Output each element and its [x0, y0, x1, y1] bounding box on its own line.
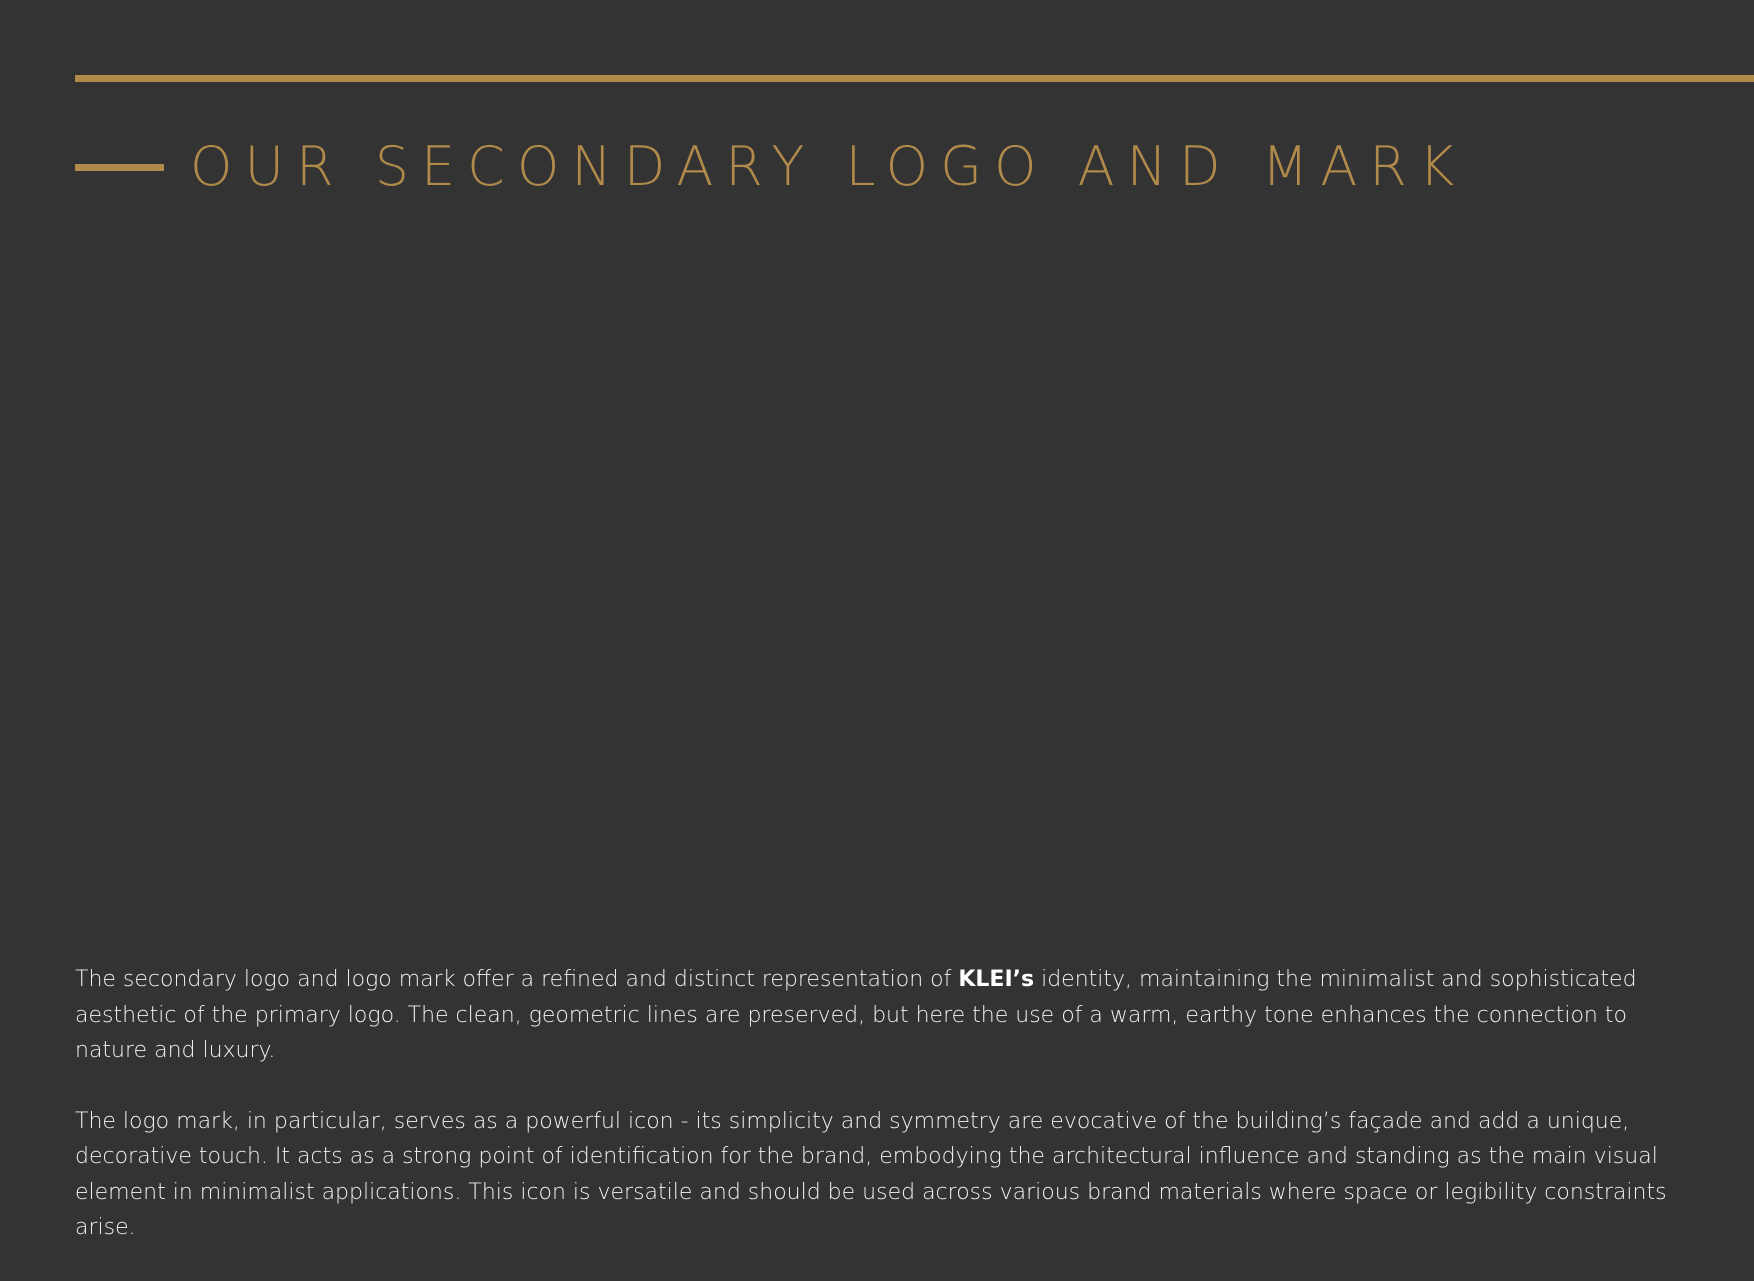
paragraph-logo-mark: The logo mark, in particular, serves as a powerful icon - its simplicity and symmetry are evocative of the building’s façade and add a unique, decorative touch. It acts as a strong point of identification for the brand, embodying the architectural influence and standing as the main visual element in minimalist applications. This icon is versatile and should be used across various brand materials where space or legibility constraints arise.	[75, 1108, 1667, 1240]
top-divider	[75, 75, 1754, 82]
paragraph-secondary-logo	[75, 962, 1685, 1069]
paragraph1-rest: identity, maintaining the minimalist and sophisticated aesthetic of the primary logo. The clean, geometric lines are preserved, but here the use of a warm, earthy tone enhances the connection to nature and luxury.	[75, 967, 1637, 1063]
title-accent-dash	[75, 164, 164, 171]
page-title: OUR SECONDARY LOGO AND MARK	[190, 135, 1467, 198]
brand-name: KLEI’s	[958, 967, 1035, 992]
description	[75, 962, 1685, 1281]
paragraph1-lead: The secondary logo and logo mark offer a refined and distinct representation of	[75, 967, 959, 992]
